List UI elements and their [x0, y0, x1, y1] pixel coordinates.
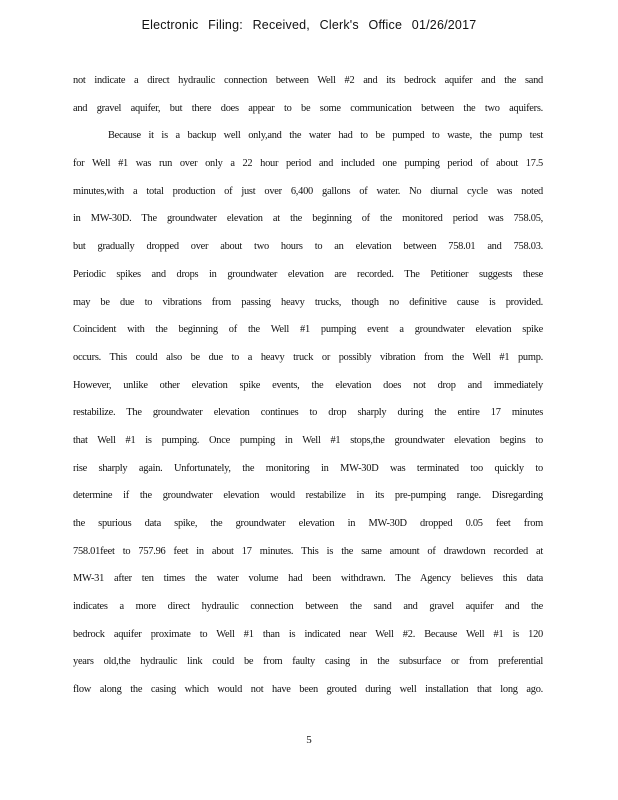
page-number: 5 — [306, 734, 312, 746]
text-line: that Well #1 is pumping. Once pumping in Well #1 stops,the groundwater elevation begins to — [73, 434, 543, 446]
text-line: but gradually dropped over about two hours to an elevation between 758.01 and 758.03. — [73, 241, 543, 253]
text-line: indicates a more direct hydraulic connection between the sand and gravel aquifer and the — [73, 601, 543, 613]
text-line: bedrock aquifer proximate to Well #1 than is indicated near Well #2. Because Well #1 is 120 — [73, 628, 543, 640]
paragraph-start-line: Because it is a backup well only,and the water had to be pumped to waste, the pump test — [108, 130, 543, 142]
text-line: in MW-30D. The groundwater elevation at the beginning of the monitored period was 758.05, — [73, 213, 543, 225]
text-line: rise sharply again. Unfortunately, the monitoring in MW-30D was terminated too quickly to — [73, 462, 543, 474]
text-line: Periodic spikes and drops in groundwater elevation are recorded. The Petitioner suggests these — [73, 268, 543, 280]
text-line: However, unlike other elevation spike events, the elevation does not drop and immediately — [73, 379, 543, 391]
text-line: Coincident with the beginning of the Well #1 pumping event a groundwater elevation spike — [73, 324, 543, 336]
text-line: the spurious data spike, the groundwater elevation in MW-30D dropped 0.05 feet from — [73, 518, 543, 529]
filing-header: Electronic Filing: Received, Clerk's Office 01/26/2017 — [141, 18, 477, 32]
text-line: may be due to vibrations from passing heavy trucks, though no definitive cause is provided. — [73, 296, 543, 308]
text-line: 758.01feet to 757.96 feet in about 17 minutes. This is the same amount of drawdown recorded at — [73, 545, 543, 557]
text-line: MW-31 after ten times the water volume had been withdrawn. The Agency believes this data — [73, 573, 543, 585]
text-line: and gravel aquifer, but there does appear to be some communication between the two aquifers. — [73, 102, 543, 114]
text-line: for Well #1 was run over only a 22 hour period and included one pumping period of about 17.5 — [73, 158, 543, 170]
text-line: minutes,with a total production of just over 6,400 gallons of water. No diurnal cycle was noted — [73, 185, 543, 197]
text-line: flow along the casing which would not have been grouted during well installation that long ago. — [73, 684, 543, 696]
body-text — [73, 67, 543, 704]
text-line: restabilize. The groundwater elevation continues to drop sharply during the entire 17 minutes — [73, 407, 543, 419]
text-line: determine if the groundwater elevation would restabilize in its pre-pumping range. Disregarding — [73, 490, 543, 502]
text-line: years old,the hydraulic link could be from faulty casing in the subsurface or from preferential — [73, 656, 543, 668]
text-line: occurs. This could also be due to a heavy truck or possibly vibration from the Well #1 pump. — [73, 351, 543, 363]
text-line: not indicate a direct hydraulic connection between Well #2 and its bedrock aquifer and the sand — [73, 75, 543, 86]
